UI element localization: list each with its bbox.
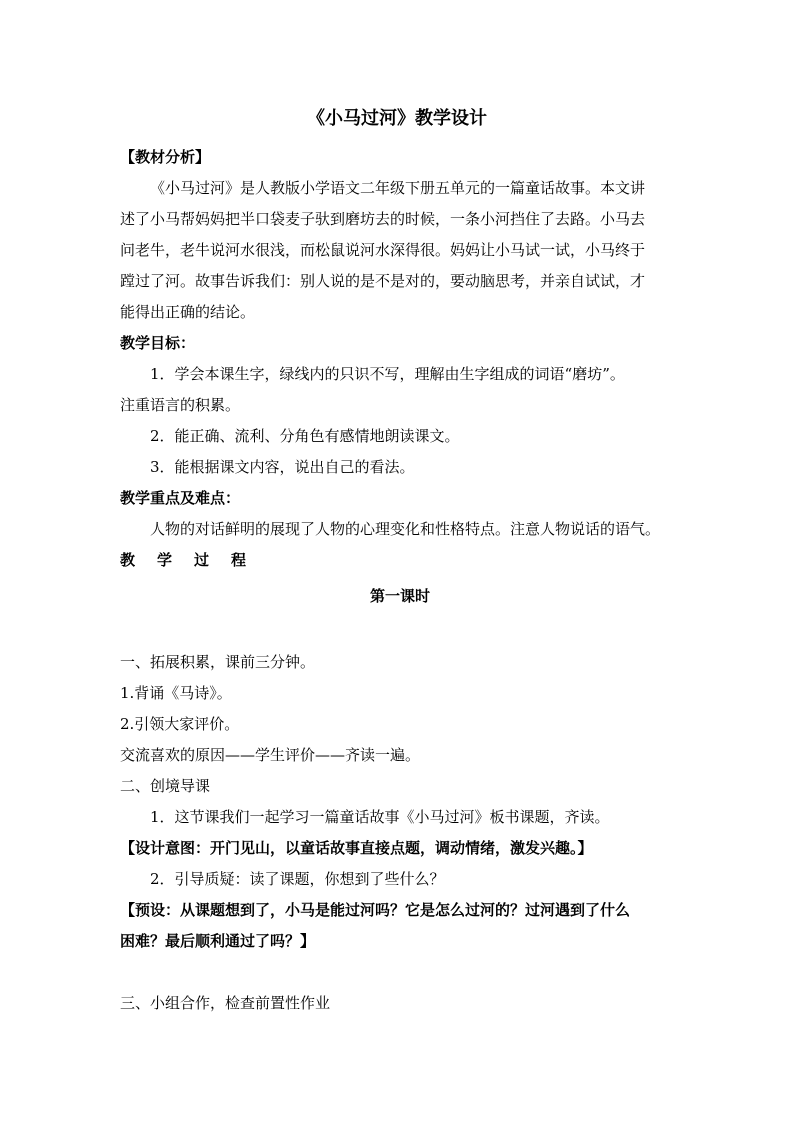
section3-heading: 三、小组合作，检查前置性作业 [120, 994, 331, 1012]
goal-item: 注重语言的积累。 [120, 396, 241, 414]
analysis-line: 能得出正确的结论。 [120, 303, 256, 321]
goal-item: 1．学会本课生字，绿线内的只识不写，理解由生字组成的词语“磨坊”。 [150, 365, 625, 383]
focus-text: 人物的对话鲜明的展现了人物的心理变化和性格特点。注意人物说话的语气。 [150, 520, 661, 538]
section2-heading: 二、创境导课 [120, 777, 211, 795]
section2-item: 2．引导质疑：读了课题，你想到了些什么？ [150, 870, 445, 888]
analysis-line: 问老牛，老牛说河水很浅，而松鼠说河水深得很。妈妈让小马试一试，小马终于 [120, 241, 646, 259]
goal-item: 3．能根据课文内容，说出自己的看法。 [150, 458, 415, 476]
analysis-line: 述了小马帮妈妈把半口袋麦子驮到磨坊去的时候，一条小河挡住了去路。小马去 [120, 210, 646, 228]
section1-heading: 一、拓展积累，课前三分钟。 [120, 653, 316, 671]
analysis-line: 《小马过河》是人教版小学语文二年级下册五单元的一篇童话故事。本文讲 [150, 179, 646, 197]
focus-heading: 教学重点及难点： [120, 489, 241, 507]
section1-item: 1.背诵《马诗》。 [120, 684, 232, 702]
spacer [120, 616, 680, 647]
preset-line: 困难？最后顺利通过了吗？】 [120, 932, 316, 950]
section1-item: 交流喜欢的原因——学生评价——齐读一遍。 [120, 746, 421, 764]
analysis-line: 蹚过了河。故事告诉我们：别人说的是不是对的，要动脑思考，并亲自试试，才 [120, 272, 646, 290]
process-heading: 教学过程 [120, 551, 269, 569]
analysis-heading: 【教材分析】 [120, 148, 211, 166]
section1-item: 2.引领大家评价。 [120, 715, 240, 733]
goal-item: 2．能正确、流利、分角色有感情地朗读课文。 [150, 427, 460, 445]
section2-item: 1．这节课我们一起学习一篇童话故事《小马过河》板书课题，齐读。 [150, 808, 610, 826]
design-intent: 【设计意图：开门见山，以童话故事直接点题，调动情绪，激发兴趣。】 [120, 839, 593, 857]
lesson-heading: 第一课时 [369, 587, 430, 605]
document-title: 《小马过河》教学设计 [307, 108, 487, 129]
spacer [120, 957, 680, 988]
goals-heading: 教学目标： [120, 334, 196, 352]
document-body [120, 142, 680, 1019]
preset-line: 【预设：从课题想到了，小马是能过河吗？它是怎么过河的？过河遇到了什么 [120, 901, 631, 919]
